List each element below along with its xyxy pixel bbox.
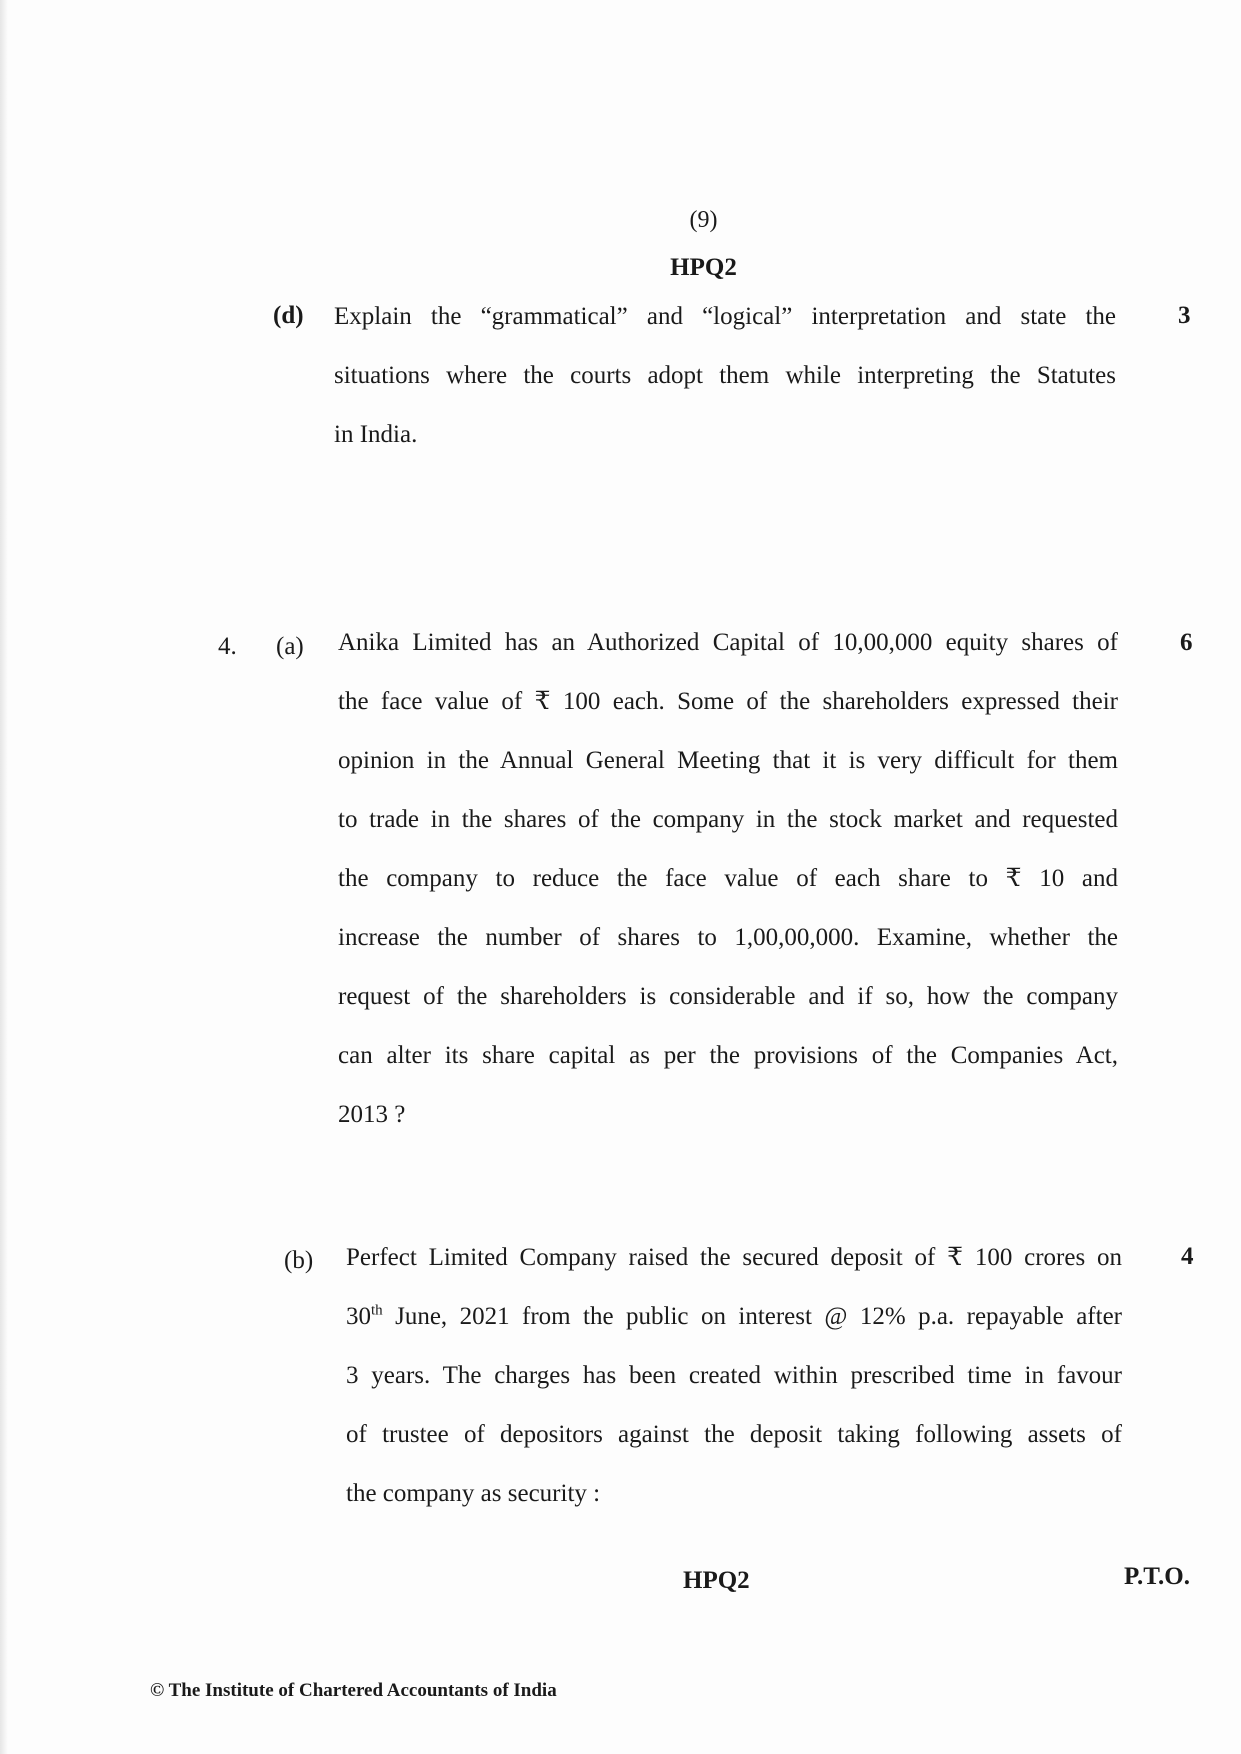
question-3d-text xyxy=(334,287,1116,464)
question-4a-text xyxy=(338,613,1118,1144)
question-4b-line: the company as security : xyxy=(346,1480,601,1507)
question-4b-line: 3 years. The charges has been created within prescribed time in favour xyxy=(346,1362,1122,1389)
question-4a-line: 2013 ? xyxy=(338,1101,406,1128)
question-4b-line: of trustee of depositors against the deposit taking following assets of xyxy=(346,1421,1122,1448)
question-4a-line: request of the shareholders is considerable and if so, how the company xyxy=(338,983,1118,1010)
question-3d-line: situations where the courts adopt them while interpreting the Statutes xyxy=(334,362,1116,389)
question-4a-line: the company to reduce the face value of each share to ₹ 10 and xyxy=(338,865,1118,892)
pto-note: P.T.O. xyxy=(1124,1563,1190,1590)
question-4b-line xyxy=(346,1287,1122,1346)
question-4a-marks: 6 xyxy=(1180,629,1193,656)
question-3d-label: (d) xyxy=(273,302,304,329)
question-4a-line: the face value of ₹ 100 each. Some of the shareholders expressed their xyxy=(338,688,1118,715)
question-3d-line: Explain the “grammatical” and “logical” interpretation and state the xyxy=(334,303,1116,330)
question-4a-line: to trade in the shares of the company in the stock market and requested xyxy=(338,806,1118,833)
question-4b-label: (b) xyxy=(284,1247,314,1274)
paper-code-footer: HPQ2 xyxy=(683,1567,750,1594)
question-4a-line: increase the number of shares to 1,00,00,000. Examine, whether the xyxy=(338,924,1118,951)
question-4b-marks: 4 xyxy=(1181,1243,1194,1270)
date-rest: June, 2021 from the public on interest @ 12% p.a. repayable after xyxy=(382,1303,1122,1330)
question-4-number: 4. xyxy=(218,633,237,660)
question-4a-label: (a) xyxy=(276,633,304,660)
date-day: 30 xyxy=(346,1303,371,1330)
question-4a-line: opinion in the Annual General Meeting that it is very difficult for them xyxy=(338,747,1118,774)
copyright-footer: © The Institute of Chartered Accountants of India xyxy=(150,1680,557,1701)
question-4b-text xyxy=(346,1228,1122,1523)
page-number: (9) xyxy=(689,207,718,233)
question-4a-line: Anika Limited has an Authorized Capital of 10,00,000 equity shares of xyxy=(338,629,1118,656)
date-ordinal-suffix: th xyxy=(371,1302,383,1319)
question-4a-line: can alter its share capital as per the provisions of the Companies Act, xyxy=(338,1042,1118,1069)
paper-code-header: HPQ2 xyxy=(670,254,737,281)
question-3d-line: in India. xyxy=(334,421,418,448)
question-4b-line: Perfect Limited Company raised the secured deposit of ₹ 100 crores on xyxy=(346,1244,1122,1271)
question-3d-marks: 3 xyxy=(1178,302,1191,329)
